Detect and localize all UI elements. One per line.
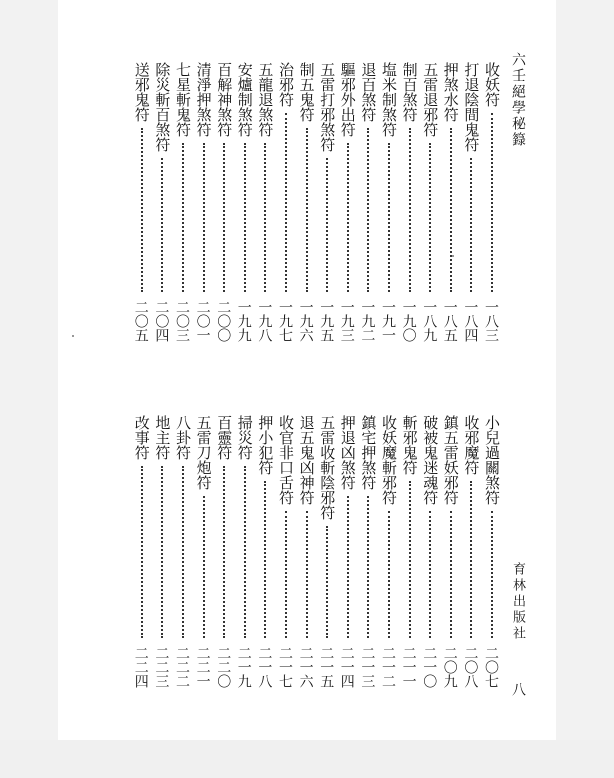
- entry-page-number: 一八九: [421, 300, 438, 342]
- dot-leader: [347, 496, 349, 638]
- viewer-bottom-bar: [0, 740, 614, 778]
- entry-title: 送邪鬼符: [132, 62, 151, 122]
- entry-page-number: 一九八: [256, 300, 273, 342]
- entry-page-number: 一九六: [297, 300, 314, 342]
- page-number: 八: [510, 682, 526, 696]
- entry-page-number: 一九二: [359, 300, 376, 342]
- entry-page-number: 二二二: [174, 646, 190, 688]
- entry-title: 五雷打邪煞符: [318, 62, 337, 152]
- speck: [452, 255, 454, 257]
- entry-page-number: 二〇三: [174, 300, 190, 342]
- entry-page-number: 二一〇: [421, 646, 438, 688]
- book-page: [58, 0, 556, 740]
- dot-leader: [161, 158, 163, 292]
- dot-leader: [244, 466, 246, 638]
- publisher-name: 育林出版社: [510, 562, 525, 642]
- dot-leader: [285, 113, 287, 292]
- entry-title: 清淨押煞符: [194, 62, 213, 137]
- entry-page-number: 二〇一: [194, 300, 211, 342]
- dot-leader: [141, 466, 143, 638]
- entry-title: 收邪魔符: [462, 415, 481, 475]
- entry-title: 制五鬼符: [297, 62, 316, 122]
- dot-leader: [470, 158, 472, 292]
- dot-leader: [264, 143, 266, 292]
- dot-leader: [141, 128, 143, 292]
- dot-leader: [161, 466, 163, 638]
- entry-page-number: 二一六: [297, 646, 314, 688]
- dot-leader: [326, 158, 328, 292]
- dot-leader: [429, 511, 431, 638]
- entry-page-number: 一九〇: [400, 300, 417, 342]
- dot-leader: [367, 128, 369, 292]
- entry-title: 打退陰間鬼符: [462, 62, 481, 152]
- entry-page-number: 二〇七: [483, 646, 499, 688]
- entry-title: 五雷退邪符: [421, 62, 440, 137]
- entry-page-number: 二〇五: [132, 300, 149, 342]
- entry-title: 五龍退煞符: [256, 62, 275, 137]
- dot-leader: [306, 511, 308, 638]
- dot-leader: [491, 113, 493, 292]
- entry-page-number: 一八三: [483, 300, 499, 342]
- dot-leader: [182, 466, 184, 638]
- entry-title: 收妖符: [483, 62, 501, 107]
- entry-title: 押小犯符: [256, 415, 275, 475]
- entry-title: 八卦符: [174, 415, 192, 460]
- entry-title: 斬邪鬼符: [400, 415, 419, 475]
- entry-title: 押退凶煞符: [338, 415, 357, 490]
- entry-page-number: 二一九: [235, 646, 252, 688]
- dot-leader: [223, 466, 225, 638]
- entry-title: 退五鬼凶神符: [297, 415, 316, 505]
- entry-title: 安爐制煞符: [235, 62, 254, 137]
- entry-page-number: 二一一: [400, 646, 417, 688]
- entry-page-number: 一九三: [338, 300, 355, 342]
- entry-title: 地主符: [153, 415, 172, 460]
- entry-title: 小兒過關煞符: [483, 415, 501, 505]
- entry-page-number: 二一五: [318, 646, 335, 688]
- dot-leader: [182, 143, 184, 292]
- dot-leader: [388, 143, 390, 292]
- dot-leader: [409, 481, 411, 638]
- dot-leader: [347, 143, 349, 292]
- entry-title: 鎮五雷妖邪符: [441, 415, 460, 505]
- dot-leader: [491, 511, 493, 638]
- entry-title: 制百煞符: [400, 62, 419, 122]
- entry-title: 除災斬百煞符: [153, 62, 172, 152]
- entry-title: 百靈符: [215, 415, 234, 460]
- dot-leader: [244, 143, 246, 292]
- entry-page-number: 一九九: [235, 300, 252, 342]
- entry-title: 改事符: [132, 415, 151, 460]
- entry-page-number: 二〇〇: [215, 300, 232, 342]
- dot-leader: [264, 481, 266, 638]
- entry-title: 七星斬鬼符: [174, 62, 192, 137]
- dot-leader: [450, 128, 452, 292]
- entry-page-number: 二二三: [153, 646, 170, 688]
- dot-leader: [367, 496, 369, 638]
- entry-title: 塩米制煞符: [380, 62, 398, 137]
- dot-leader: [223, 143, 225, 292]
- entry-title: 驅邪外出符: [338, 62, 357, 137]
- dot-leader: [429, 143, 431, 292]
- entry-page-number: 二〇四: [153, 300, 170, 342]
- dot-leader: [326, 526, 328, 638]
- dot-leader: [388, 511, 390, 638]
- entry-page-number: 二〇八: [462, 646, 479, 688]
- entry-title: 收妖魔斬邪符: [380, 415, 398, 505]
- speck: [72, 335, 74, 337]
- entry-page-number: 一八五: [441, 300, 458, 342]
- entry-page-number: 二一四: [338, 646, 355, 688]
- entry-page-number: 二一七: [277, 646, 293, 688]
- entry-page-number: 一九七: [277, 300, 293, 342]
- entry-title: 五雷刀炮符: [194, 415, 213, 490]
- dot-leader: [470, 481, 472, 638]
- dot-leader: [306, 128, 308, 292]
- entry-page-number: 一九一: [380, 300, 396, 342]
- entry-title: 押煞水符: [441, 62, 460, 122]
- entry-title: 收官非口舌符: [277, 415, 295, 505]
- book-title: 六壬絕學秘籙: [510, 52, 526, 148]
- entry-page-number: 二〇九: [441, 646, 458, 688]
- entry-page-number: 一九五: [318, 300, 335, 342]
- entry-title: 掃災符: [235, 415, 254, 460]
- entry-title: 百解神煞符: [215, 62, 234, 137]
- entry-page-number: 二二四: [132, 646, 149, 688]
- dot-leader: [450, 511, 452, 638]
- entry-title: 破被鬼迷魂符: [421, 415, 440, 505]
- entry-title: 退百煞符: [359, 62, 378, 122]
- entry-page-number: 二一八: [256, 646, 273, 688]
- entry-title: 五雷收斬陰邪符: [318, 415, 337, 520]
- entry-page-number: 二二〇: [215, 646, 232, 688]
- entry-title: 治邪符: [277, 62, 295, 107]
- entry-page-number: 二一三: [359, 646, 376, 688]
- entry-page-number: 二二一: [194, 646, 211, 688]
- dot-leader: [203, 496, 205, 638]
- entry-title: 鎮宅押煞符: [359, 415, 378, 490]
- entry-page-number: 二一二: [380, 646, 396, 688]
- dot-leader: [285, 511, 287, 638]
- dot-leader: [409, 128, 411, 292]
- entry-page-number: 一八四: [462, 300, 479, 342]
- dot-leader: [203, 143, 205, 292]
